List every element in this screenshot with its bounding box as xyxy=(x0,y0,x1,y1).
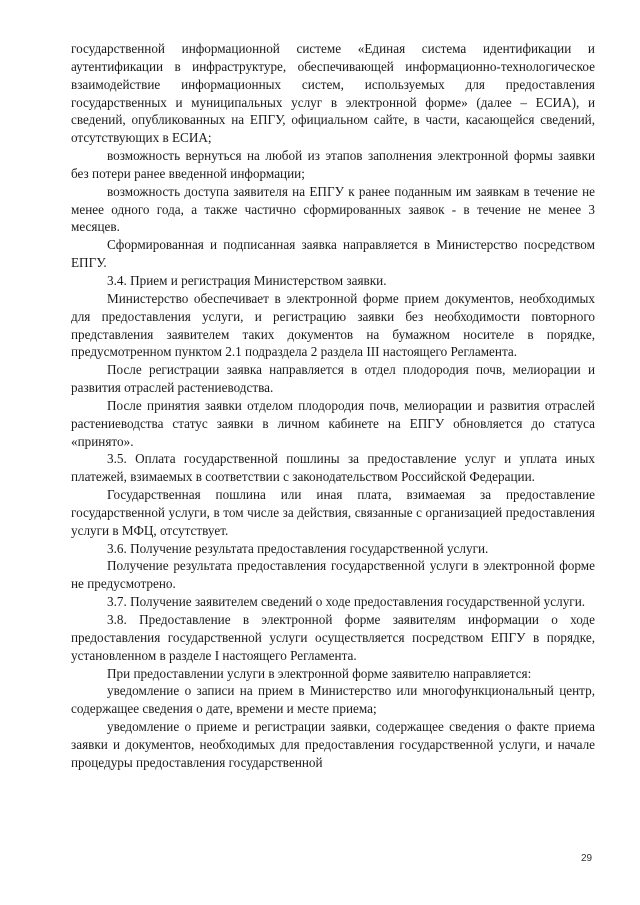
section-heading: 3.6. Получение результата предоставления государственной услуги. xyxy=(107,540,489,556)
paragraph: возможность вернуться на любой из этапов заполнения электронной формы заявки без потери ранее введенной информации; xyxy=(71,148,595,181)
paragraph: Министерство обеспечивает в электронной форме прием документов, необходимых для предоставления услуги, и регистрацию заявки без необходимости повторного представления заявителем таких документов на бумажном носителе в порядке, предусмотренном пунктом 2.1 подраздела 2 раздела III настоящего Регламента. xyxy=(71,290,595,360)
paragraph: Сформированная и подписанная заявка направляется в Министерство посредством ЕПГУ. xyxy=(71,237,595,271)
paragraph: государственной информационной системе «Единая система идентификации и аутентификации в инфраструктуре, обеспечивающей информационно-технологическое взаимодействие информационных систем, используемых для предоставления государственных и муниципальных услуг в электронной форме» (далее – ЕСИА), и сведений, опубликованных на ЕПГУ, официальном сайте, в части, касающейся сведений, отсутствующих в ЕСИА; xyxy=(71,41,595,146)
section-heading: 3.5. Оплата государственной пошлины за предоставление услуг и уплата иных платежей, взимаемых в соответствии с законодательством Российской Федерации. xyxy=(71,451,595,485)
paragraph: уведомление о приеме и регистрации заявки, содержащее сведения о факте приема заявки и документов, необходимых для предоставления государственной услуги, и начале процедуры предоставления государственной xyxy=(71,719,595,770)
paragraph: Получение результата предоставления государственной услуги в электронной форме не предусмотрено. xyxy=(71,558,595,592)
paragraph: Государственная пошлина или иная плата, взимаемая за предоставление государственной услуги, в том числе за действия, связанные с организацией предоставления услуги в МФЦ, отсутствует. xyxy=(71,487,595,538)
paragraph: 3.8. Предоставление в электронной форме заявителям информации о ходе предоставления государственной услуги осуществляется посредством ЕПГУ в порядке, установленном в разделе I настоящего Регламента. xyxy=(71,612,595,663)
section-heading: 3.4. Прием и регистрация Министерством заявки. xyxy=(107,272,387,288)
paragraph: уведомление о записи на прием в Министерство или многофункциональный центр, содержащее сведения о дате, времени и месте приема; xyxy=(71,683,595,717)
paragraph: возможность доступа заявителя на ЕПГУ к ранее поданным им заявкам в течение не менее одного года, а также частично сформированных заявок - в течение не менее 3 месяцев. xyxy=(71,183,595,235)
page-number: 29 xyxy=(581,853,593,864)
document-body xyxy=(71,40,595,772)
paragraph: После регистрации заявка направляется в отдел плодородия почв, мелиорации и развития отраслей растениеводства. xyxy=(71,362,595,396)
paragraph: При предоставлении услуги в электронной форме заявителю направляется: xyxy=(107,665,532,681)
section-heading: 3.7. Получение заявителем сведений о ходе предоставления государственной услуги. xyxy=(107,594,586,610)
paragraph: После принятия заявки отделом плодородия почв, мелиорации и развития отраслей растениеводства статус заявки в личном кабинете на ЕПГУ обновляется до статуса «принято». xyxy=(71,397,595,449)
